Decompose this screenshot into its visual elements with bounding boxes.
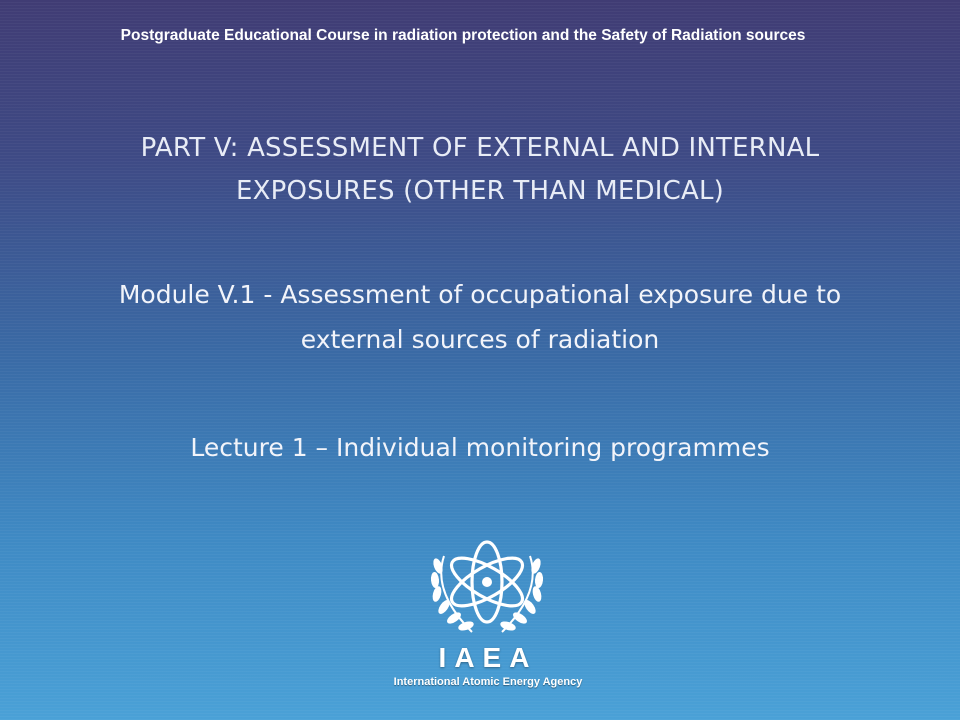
module-title-line-2: external sources of radiation [300, 325, 660, 354]
logo-acronym: IAEA [438, 642, 538, 673]
course-header: Postgraduate Educational Course in radiation protection and the Safety of Radiation sources [120, 27, 806, 44]
iaea-atom-laurel-icon [424, 532, 550, 638]
module-title [20, 272, 940, 362]
lecture-title: Lecture 1 – Individual monitoring programmes [190, 433, 770, 462]
part-title-line-1: PART V: ASSESSMENT OF EXTERNAL AND INTERNAL [140, 133, 820, 163]
module-title-line-1: Module V.1 - Assessment of occupational exposure due to [118, 280, 842, 309]
logo-agency-name: International Atomic Energy Agency [393, 676, 583, 688]
part-title-line-2: EXPOSURES (OTHER THAN MEDICAL) [235, 176, 725, 206]
part-title [40, 127, 920, 213]
